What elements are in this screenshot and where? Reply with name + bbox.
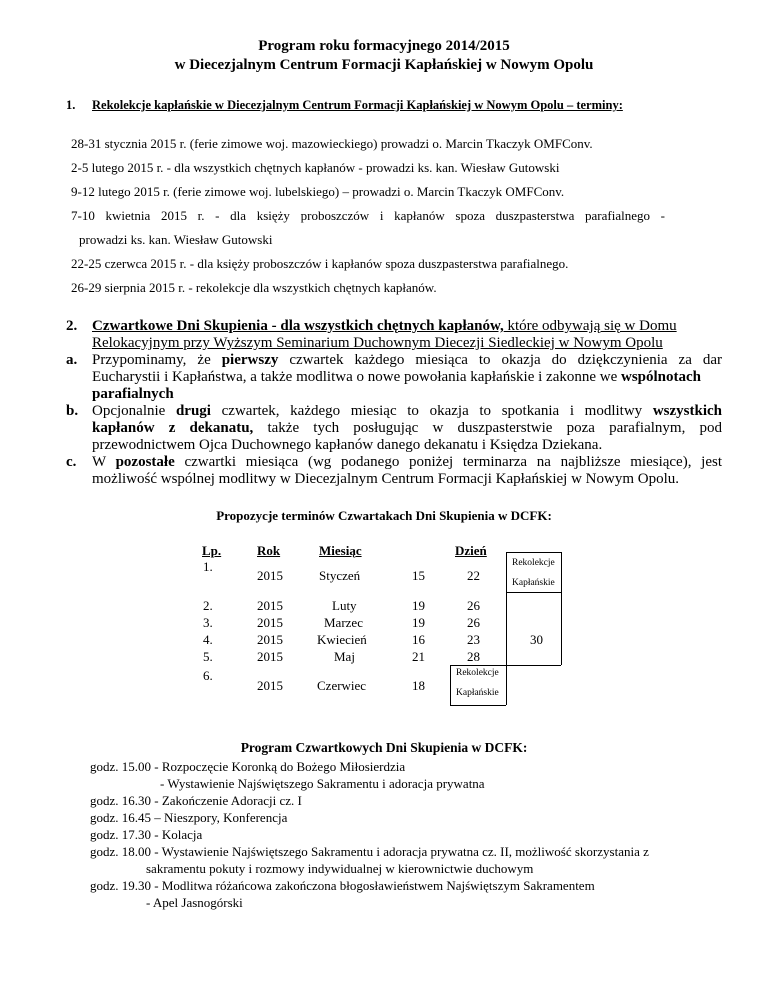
table-caption: Propozycje terminów Czwartakach Dni Skupienia w DCFK: [216,508,552,523]
table-header-rok: Rok [257,543,281,558]
point-a-line2: Eucharystii i Kapłaństwa, a także modlitwa o nowe powołania kapłańskie i zakonne we wspólnotach [92,369,702,385]
table-row-3-miesiac: Marzec [324,615,363,630]
table-row-3-day2: 26 [467,615,480,630]
table-row-1-day3-line2: Kapłańskie [512,578,555,588]
table-row-6-day1: 18 [412,678,425,693]
section2-number: 2. [66,318,78,334]
table-row-3-rok: 2015 [257,615,283,630]
point-a-line3: parafialnych [92,386,174,402]
section2-heading: Czwartkowe Dni Skupienia - dla wszystkich chętnych kapłanów, które odbywają się w Domu [92,318,677,334]
table-border [450,705,506,706]
section1-number: 1. [66,98,76,112]
table-row-1-rok: 2015 [257,568,283,583]
program-line-7: sakramentu pokuty i rozmowy indywidualnej w kierownictwie duchowym [146,861,534,876]
table-row-2-rok: 2015 [257,598,283,613]
retreat-item-5: 22-25 czerwca 2015 r. - dla księży proboszczów i kapłanów spoza duszpasterstwa parafialnego. [71,256,569,271]
table-row-2-lp: 2. [203,598,213,613]
table-row-4-rok: 2015 [257,632,283,647]
program-line-6: godz. 18.00 - Wystawienie Najświętszego Sakramentu i adoracja prywatna cz. II, możliwość skorzystania z [90,844,649,859]
table-row-4-miesiac: Kwiecień [317,632,367,647]
page-title-line2: w Diecezjalnym Centrum Formacji Kapłańskiej w Nowym Opolu [174,57,594,73]
table-row-4-day2: 23 [467,632,480,647]
retreat-item-6: 26-29 sierpnia 2015 r. - rekolekcje dla wszystkich chętnych kapłanów. [71,280,437,295]
table-row-6-rok: 2015 [257,678,283,693]
point-b-line2: kapłanów z dekanatu, także tych posługując w duszpasterstwie poza parafialnym, pod [92,420,722,436]
retreat-item-3: 9-12 lutego 2015 r. (ferie zimowe woj. lubelskiego) – prowadzi o. Marcin Tkaczyk OMFConv. [71,184,565,199]
table-border [561,552,562,665]
point-a-label: a. [66,352,78,368]
retreat-item-4: 7-10 kwietnia 2015 r. - dla księży proboszczów i kapłanów spoza duszpasterstwa parafialnego - [71,208,665,223]
table-row-2-day2: 26 [467,598,480,613]
table-row-1-lp: 1. [203,559,213,574]
table-row-4-day1: 16 [412,632,425,647]
table-header-miesiac: Miesiąc [319,543,362,558]
point-b-line1: Opcjonalnie drugi czwartek, każdego miesiąc to okazja to spotkania i modlitwy wszystkich [92,403,722,419]
table-header-lp: Lp. [202,543,222,558]
program-title: Program Czwartkowych Dni Skupienia w DCFK: [240,740,528,755]
table-row-5-day1: 21 [412,649,425,664]
table-border [506,552,507,705]
table-row-6-miesiac: Czerwiec [317,678,367,693]
table-row-6-day2-line1: Rekolekcje [456,668,499,678]
table-row-5-miesiac: Maj [334,649,355,664]
table-row-4-day3: 30 [530,632,543,647]
section2-heading-line2: Relokacyjnym przy Wyższym Seminarium Duchownym Diecezji Siedleckiej w Nowym Opolu [92,335,663,351]
program-line-4: godz. 16.45 – Nieszpory, Konferencja [90,810,288,825]
program-line-5: godz. 17.30 - Kolacja [90,827,203,842]
program-line-8: godz. 19.30 - Modlitwa różańcowa zakończona błogosławieństwem Najświętszym Sakramentem [90,878,595,893]
program-line-2: - Wystawienie Najświętszego Sakramentu i adoracja prywatna [160,776,485,791]
table-border [506,592,561,593]
point-c-label: c. [66,454,77,470]
table-row-5-day2: 28 [467,649,480,664]
retreat-item-1: 28-31 stycznia 2015 r. (ferie zimowe woj. mazowieckiego) prowadzi o. Marcin Tkaczyk OMFConv. [71,136,593,151]
table-row-5-lp: 5. [203,649,213,664]
program-line-9: - Apel Jasnogórski [146,895,243,910]
point-b-label: b. [66,403,79,419]
table-row-3-lp: 3. [203,615,213,630]
table-row-5-rok: 2015 [257,649,283,664]
table-border [450,665,451,705]
table-row-4-lp: 4. [203,632,213,647]
table-row-1-miesiac: Styczeń [319,568,361,583]
table-border [506,552,561,553]
table-header-dzien: Dzień [455,543,487,558]
program-line-3: godz. 16.30 - Zakończenie Adoracji cz. I [90,793,302,808]
table-row-3-day1: 19 [412,615,425,630]
table-row-1-day1: 15 [412,568,425,583]
program-line-1: godz. 15.00 - Rozpoczęcie Koronką do Bożego Miłosierdzia [90,759,406,774]
section1-heading: Rekolekcje kapłańskie w Diecezjalnym Centrum Formacji Kapłańskiej w Nowym Opolu – terminy: [92,98,623,112]
retreat-item-2: 2-5 lutego 2015 r. - dla wszystkich chętnych kapłanów - prowadzi ks. kan. Wiesław Gutowski [71,160,560,175]
retreat-item-4-cont: prowadzi ks. kan. Wiesław Gutowski [79,232,273,247]
point-c-line2: możliwość wspólnej modlitwy w Diecezjalnym Centrum Formacji Kapłańskiej w Nowym Opolu. [92,471,679,487]
table-row-2-day1: 19 [412,598,425,613]
table-row-1-day3-line1: Rekolekcje [512,558,555,568]
point-b-line3: przewodnictwem Ojca Duchownego kapłanów danego dekanatu i Księdza Dziekana. [92,437,603,453]
table-row-6-lp: 6. [203,668,213,683]
point-a-line1: Przypominamy, że pierwszy czwartek każdego miesiąca to okazja do dziękczynienia za dar [92,352,723,368]
point-c-line1: W pozostałe czwartki miesiąca (wg podanego poniżej terminarza na najbliższe miesiące), jest [92,454,722,470]
table-row-1-day2: 22 [467,568,480,583]
page-title-line1: Program roku formacyjnego 2014/2015 [258,38,510,54]
table-row-6-day2-line2: Kapłańskie [456,688,499,698]
table-row-2-miesiac: Luty [332,598,357,613]
